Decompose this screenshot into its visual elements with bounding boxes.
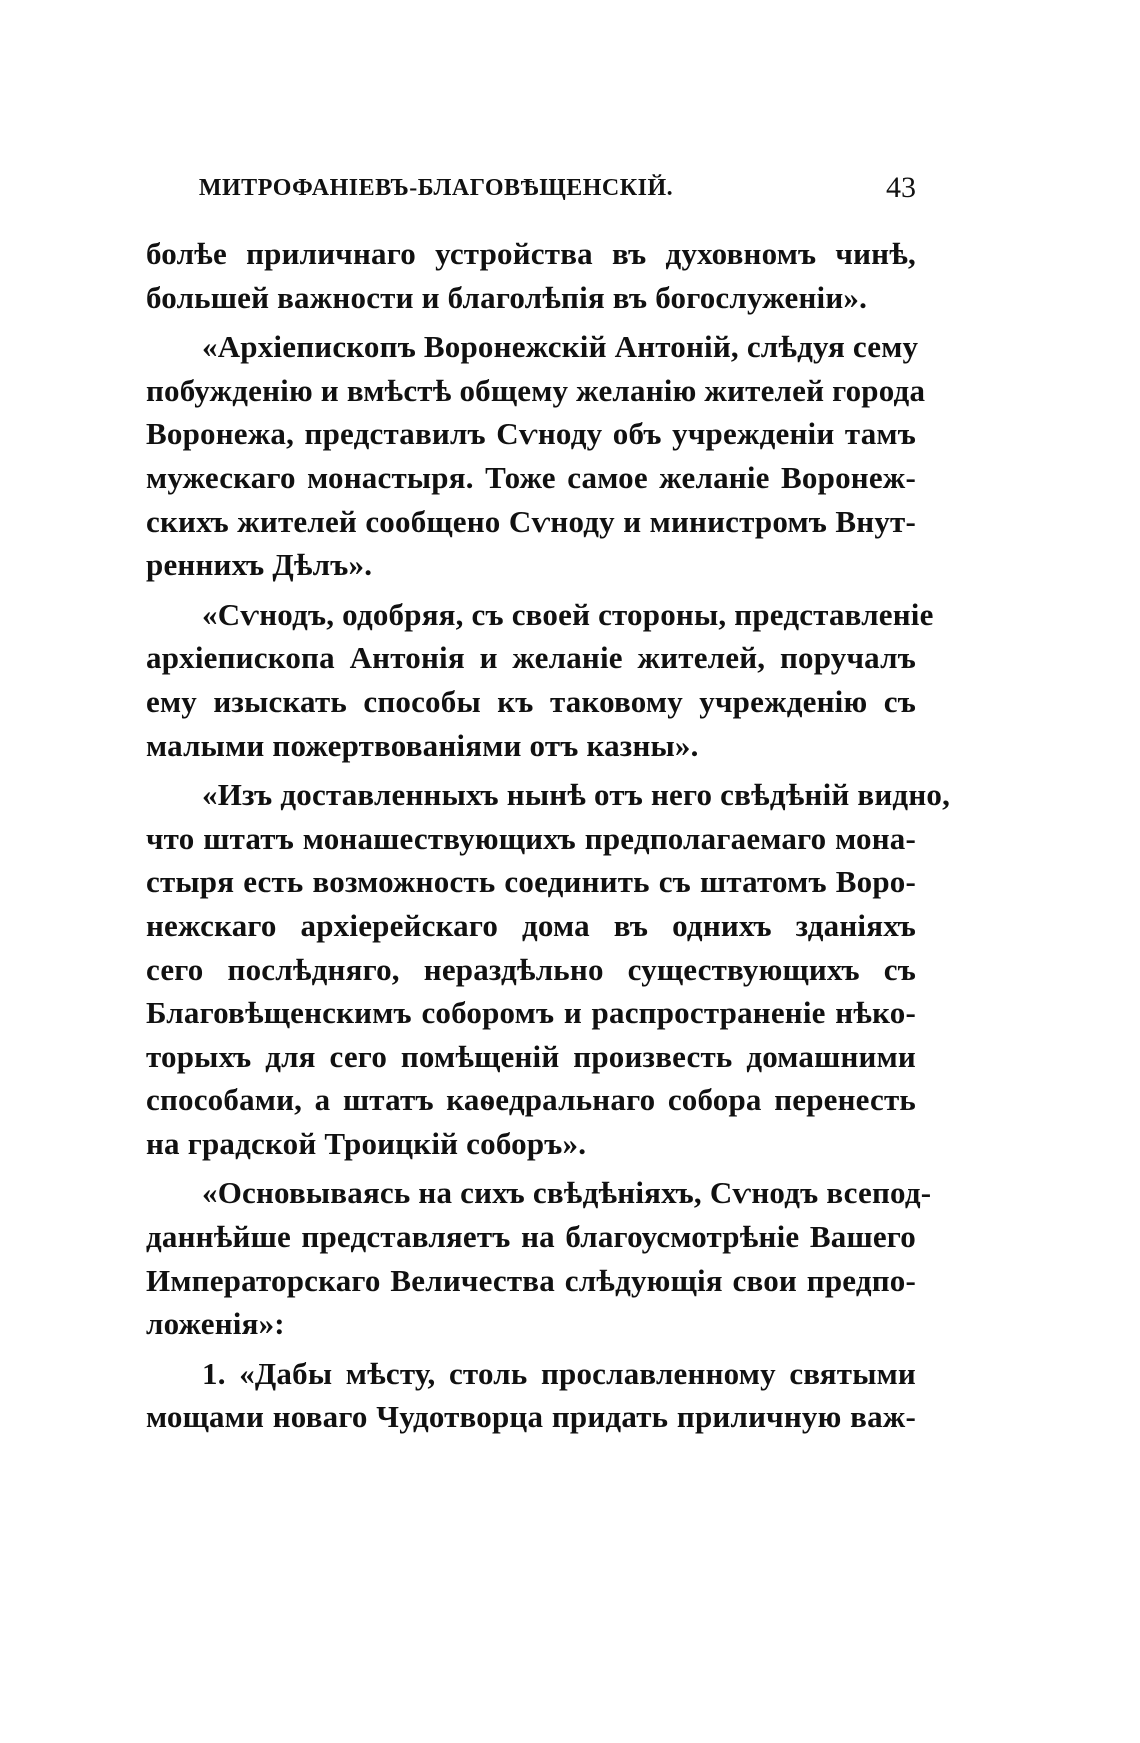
text-line: ложенія»: [146, 1306, 285, 1342]
text-line: большей важности и благолѣпія въ богослуженіи». [146, 279, 868, 315]
text-line: «Изъ доставленныхъ нынѣ отъ него свѣдѣній видно, [202, 777, 951, 813]
text-line: стыря есть возможность соединить съ штатомъ Воро- [146, 864, 916, 900]
running-title: МИТРОФАНІЕВЪ-БЛАГОВѢЩЕНСКІЙ. [198, 175, 674, 201]
text-line: Воронежа, представилъ Сѵноду объ учрежденіи тамъ [146, 416, 916, 452]
text-line: «Архіепископъ Воронежскій Антоній, слѣдуя сему [202, 329, 919, 365]
text-line: «Сѵнодъ, одобряя, съ своей стороны, представленіе [202, 596, 934, 632]
text-line: сего послѣдняго, нераздѣльно существующихъ съ [146, 951, 916, 987]
text-line: даннѣйше представляетъ на благоусмотрѣніе Вашего [146, 1219, 916, 1255]
text-line: болѣе приличнаго устройства въ духовномъ чинѣ, [146, 236, 916, 271]
page-number: 43 [886, 171, 916, 204]
body-text [146, 232, 951, 1439]
text-line: ему изыскать способы къ таковому учрежденію съ [146, 683, 916, 719]
text-line: реннихъ Дѣлъ». [146, 547, 373, 583]
text-line: побужденію и вмѣстѣ общему желанію жителей города [146, 372, 926, 408]
text-line: архіепископа Антонія и желаніе жителей, поручалъ [146, 640, 916, 676]
text-line: 1. «Дабы мѣсту, столь прославленному святыми [202, 1355, 916, 1391]
text-line: торыхъ для сего помѣщеній произвесть домашними [146, 1038, 916, 1074]
text-line: мужескаго монастыря. Тоже самое желаніе Воронеж- [146, 459, 916, 495]
text-line: скихъ жителей сообщено Сѵноду и министромъ Внут- [146, 503, 916, 539]
text-line: на градской Троицкій соборъ». [146, 1125, 587, 1161]
page-header [146, 168, 916, 208]
text-line: что штатъ монашествующихъ предполагаемаго мона- [146, 820, 916, 856]
text-line: нежскаго архіерейскаго дома въ однихъ зданіяхъ [146, 907, 916, 943]
text-line: «Основываясь на сихъ свѣдѣніяхъ, Сѵнодъ всепод- [202, 1175, 932, 1211]
text-line: малыми пожертвованіями отъ казны». [146, 727, 699, 763]
text-line: способами, а штатъ каѳедральнаго собора перенесть [146, 1082, 916, 1118]
text-line: Императорскаго Величества слѣдующія свои предпо- [146, 1262, 916, 1298]
text-line: Благовѣщенскимъ соборомъ и распространеніе нѣко- [146, 995, 916, 1031]
text-line: мощами новаго Чудотворца придать приличную важ- [146, 1399, 916, 1435]
